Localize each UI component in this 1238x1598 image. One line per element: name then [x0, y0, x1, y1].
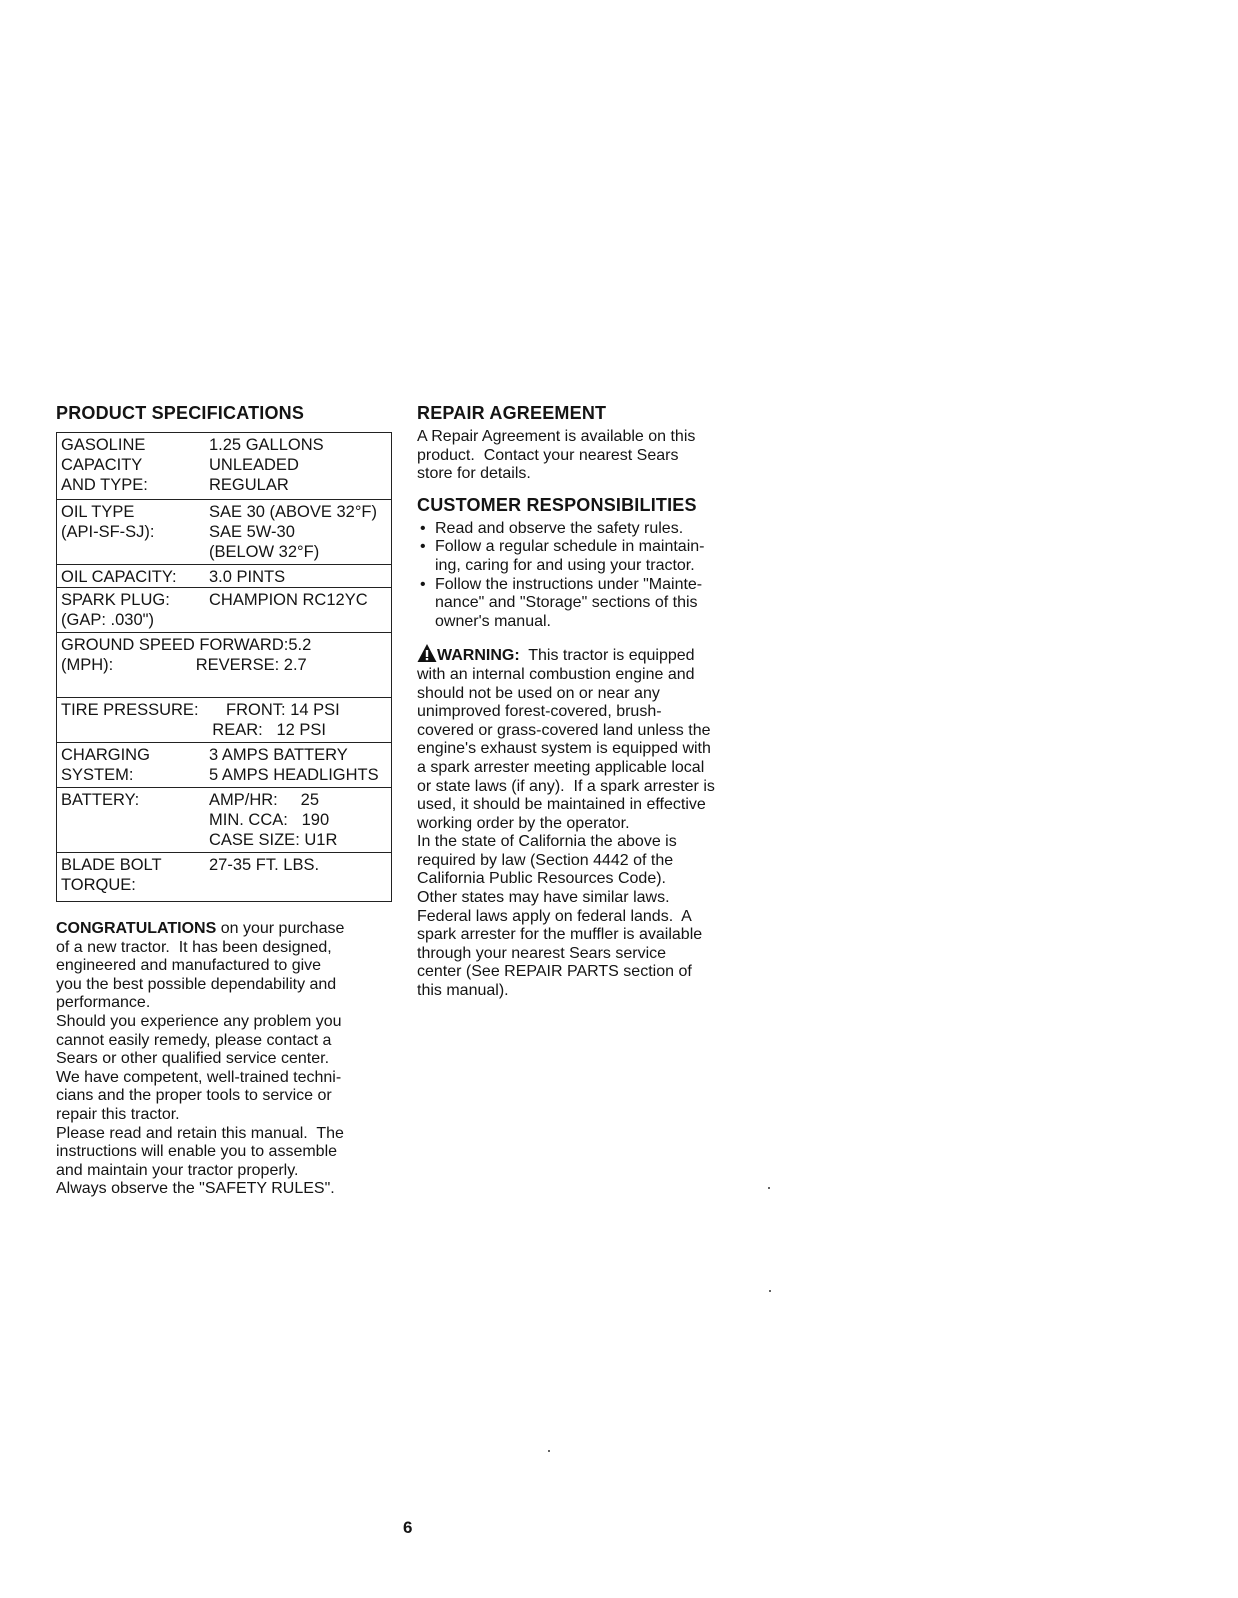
warning-label: WARNING:	[437, 647, 520, 665]
list-item-text: Follow a regular schedule in maintain- ing, caring for and using your tractor.	[435, 538, 705, 574]
spec-row-charging-system	[57, 743, 391, 788]
congratulations-lead: CONGRATULATIONS	[56, 920, 217, 937]
scan-speck	[768, 1187, 770, 1189]
spec-row-blade-bolt	[57, 853, 391, 901]
congratulations-paragraph	[56, 920, 394, 1199]
spec-row-oil-type	[57, 500, 391, 565]
warning-triangle-icon	[417, 643, 437, 663]
bullet-icon: •	[420, 575, 426, 593]
page-number: 6	[403, 1518, 413, 1537]
spec-value: CHAMPION RC12YC	[209, 591, 368, 609]
spec-row-oil-capacity	[57, 565, 391, 588]
list-item-text: Read and observe the safety rules.	[435, 519, 684, 537]
spec-value: 3.0 PINTS	[209, 568, 286, 586]
spec-value: AMP/HR: 25 MIN. CCA: 190 CASE SIZE: U1R	[209, 791, 338, 849]
product-specifications-heading: PRODUCT SPECIFICATIONS	[56, 403, 305, 423]
list-item	[417, 538, 759, 575]
repair-agreement-text: A Repair Agreement is available on this product. Contact your nearest Sears store for details.	[417, 428, 696, 483]
warning-first-line	[417, 643, 759, 666]
spec-value: 3 AMPS BATTERY 5 AMPS HEADLIGHTS	[209, 746, 379, 784]
spec-label: SPARK PLUG: (GAP: .030")	[61, 591, 170, 629]
spec-label: CHARGING SYSTEM:	[61, 746, 150, 784]
spec-label: OIL CAPACITY:	[61, 568, 177, 586]
spec-label: BATTERY:	[61, 791, 140, 809]
left-column	[56, 402, 394, 1199]
spec-label: OIL TYPE (API-SF-SJ):	[61, 503, 155, 541]
repair-agreement-heading: REPAIR AGREEMENT	[417, 403, 607, 423]
list-item-text: Follow the instructions under "Mainte- nance" and "Storage" sections of this owner's manual.	[435, 575, 703, 630]
scan-speck	[769, 1290, 771, 1292]
bullet-icon: •	[420, 538, 426, 556]
spec-value: SAE 30 (ABOVE 32°F) SAE 5W-30 (BELOW 32°F)	[209, 503, 377, 561]
spec-value: 27-35 FT. LBS.	[209, 856, 320, 874]
congratulations-text: on your purchase of a new tractor. It has been designed, engineered and manufactured to give you the best possible dependability and performance. Should you experience any problem you cannot easily remedy, please contact a Sears or other qualified service center. We have competent, well-trained techni- cians and the proper tools to service or repair this tractor. Please read and retain this manual. The instructions will enable you to assemble and maintain your tractor properly. Always observe the "SAFETY RULES".	[56, 920, 345, 1198]
bullet-icon: •	[420, 519, 426, 537]
spec-row-ground-speed	[57, 633, 391, 698]
warning-block	[417, 643, 759, 1000]
spec-row-tire-pressure	[57, 698, 391, 743]
spec-text: GROUND SPEED FORWARD:5.2 (MPH): REVERSE: 2.7	[61, 636, 312, 674]
spec-row-battery	[57, 788, 391, 853]
warning-text: with an internal combustion engine and should not be used on or near any unimproved forest-covered, brush- covered or grass-covered land unless the engine's exhaust system is equipped with a spark arrester meeting applicable local or state laws (if any). If a spark arrester is used, it should be maintained in effective working order by the operator. In the state of California the above is required by law (Section 4442 of the California Public Resources Code). Other states may have similar laws. Federal laws apply on federal lands. A spark arrester for the muffler is available through your nearest Sears service center (See REPAIR PARTS section of this manual).	[417, 665, 715, 1000]
list-item	[417, 576, 759, 632]
spec-label: GASOLINE CAPACITY AND TYPE:	[61, 436, 148, 494]
spec-row-gasoline	[57, 433, 391, 500]
spec-text: TIRE PRESSURE: FRONT: 14 PSI REAR: 12 PSI	[61, 701, 340, 739]
customer-responsibilities-heading: CUSTOMER RESPONSIBILITIES	[417, 494, 697, 515]
right-column	[417, 402, 759, 1001]
responsibilities-list	[417, 520, 759, 632]
specifications-table	[56, 432, 392, 902]
spec-value: 1.25 GALLONS UNLEADED REGULAR	[209, 436, 324, 494]
spec-row-spark-plug	[57, 588, 391, 633]
spec-label: BLADE BOLT TORQUE:	[61, 856, 162, 894]
warning-first-line-text: This tractor is equipped	[519, 647, 695, 665]
scan-speck	[548, 1450, 550, 1452]
list-item	[417, 520, 759, 539]
